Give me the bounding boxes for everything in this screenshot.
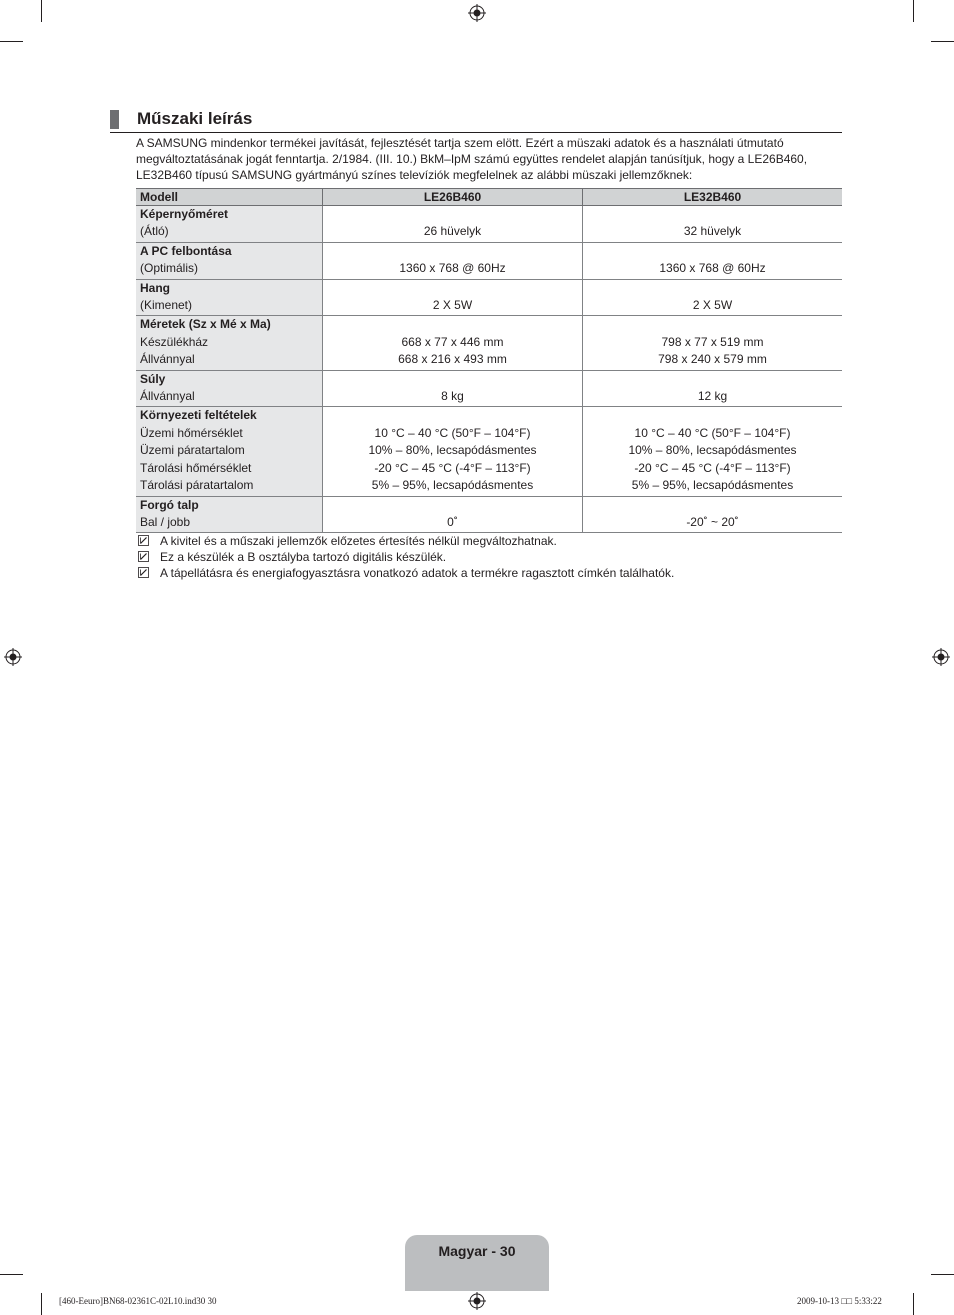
spec-value: 12 kg xyxy=(697,389,728,404)
header-le32b460: LE32B460 xyxy=(583,189,843,206)
row-label-cell xyxy=(136,279,323,316)
heading-bar xyxy=(110,110,119,129)
crop-mark xyxy=(41,0,42,22)
row-sublabel: Tárolási páratartalom xyxy=(140,478,254,493)
note-text: A kivitel és a műszaki jellemzők előzetes értesítés nélkül megváltozhatnak. xyxy=(160,534,557,548)
row-sublabel: Üzemi hőmérséklet xyxy=(140,425,243,440)
registration-mark-icon xyxy=(468,1292,486,1310)
table-row xyxy=(136,206,842,243)
spec-value: 2 X 5W xyxy=(432,298,473,313)
table-row xyxy=(136,242,842,279)
row-sublabel: (Kimenet) xyxy=(140,298,193,313)
table-row xyxy=(136,496,842,533)
registration-mark-icon xyxy=(932,648,950,666)
header-model: Modell xyxy=(136,189,323,206)
row-label-cell xyxy=(136,316,323,370)
le32b460-value-cell xyxy=(583,279,843,316)
row-sublabel: Üzemi páratartalom xyxy=(140,443,245,458)
spec-value: 26 hüvelyk xyxy=(423,224,482,239)
note-item xyxy=(136,565,842,581)
section-title: Műszaki leírás xyxy=(137,109,253,128)
spec-value: 668 x 77 x 446 mm xyxy=(401,334,504,349)
le26b460-value-cell xyxy=(323,407,583,496)
table-row xyxy=(136,370,842,407)
table-row xyxy=(136,407,842,496)
row-sublabel: Bal / jobb xyxy=(140,514,191,529)
page-number-tab xyxy=(405,1235,549,1291)
le32b460-value-cell xyxy=(583,206,843,243)
crop-mark xyxy=(913,1293,914,1315)
spec-value: 10% – 80%, lecsapódásmentes xyxy=(628,443,797,458)
spec-value: -20˚ ~ 20˚ xyxy=(686,514,739,529)
spec-table xyxy=(136,188,842,533)
row-title: Környezeti feltételek xyxy=(140,408,257,423)
row-sublabel: (Átló) xyxy=(140,224,169,239)
row-title: Képernyőméret xyxy=(140,207,229,221)
crop-mark xyxy=(913,0,914,22)
row-title: Hang xyxy=(140,280,170,295)
table-header-row xyxy=(136,189,842,206)
spec-value: 668 x 216 x 493 mm xyxy=(398,352,507,367)
note-text: A tápellátásra és energiafogyasztásra vonatkozó adatok a termékre ragasztott címkén találhatók. xyxy=(160,566,675,580)
notes-list xyxy=(136,533,842,581)
spec-value: 8 kg xyxy=(441,389,464,404)
row-label-cell xyxy=(136,206,323,243)
row-sublabel: Készülékház xyxy=(140,334,209,349)
row-label-cell xyxy=(136,370,323,407)
row-sublabel: Tárolási hőmérséklet xyxy=(140,460,252,475)
crop-mark xyxy=(931,41,954,42)
note-item xyxy=(136,533,842,549)
registration-mark-icon xyxy=(4,648,22,666)
spec-value: 798 x 240 x 579 mm xyxy=(658,352,767,367)
le32b460-value-cell xyxy=(583,496,843,533)
row-title: Méretek (Sz x Mé x Ma) xyxy=(140,317,271,332)
row-label-cell xyxy=(136,496,323,533)
note-pencil-icon xyxy=(138,551,149,562)
slug-left: [460-Eeuro]BN68-02361C-02L10.ind30 30 xyxy=(59,1296,217,1306)
crop-mark xyxy=(0,41,23,42)
spec-value: 2 X 5W xyxy=(692,298,733,313)
row-title: Forgó talp xyxy=(140,497,199,512)
table-row xyxy=(136,279,842,316)
note-text: Ez a készülék a B osztályba tartozó digitális készülék. xyxy=(160,550,447,564)
spec-value: 10 °C – 40 °C (50°F – 104°F) xyxy=(374,425,531,440)
row-sublabel: Állvánnyal xyxy=(140,352,195,367)
note-item xyxy=(136,549,842,565)
row-title: A PC felbontása xyxy=(140,243,232,258)
spec-value: 0˚ xyxy=(447,514,458,529)
spec-value: -20 °C – 45 °C (-4°F – 113°F) xyxy=(374,460,531,475)
le32b460-value-cell xyxy=(583,407,843,496)
crop-mark xyxy=(931,1274,954,1275)
le26b460-value-cell xyxy=(323,206,583,243)
spec-value: 5% – 95%, lecsapódásmentes xyxy=(631,478,794,493)
row-label-cell xyxy=(136,407,323,496)
row-title: Súly xyxy=(140,371,166,386)
le32b460-value-cell xyxy=(583,370,843,407)
le32b460-value-cell xyxy=(583,242,843,279)
slug-right: 2009-10-13 □□ 5:33:22 xyxy=(797,1296,882,1306)
registration-mark-icon xyxy=(468,4,486,22)
spec-value: 1360 x 768 @ 60Hz xyxy=(659,261,766,276)
spec-value: -20 °C – 45 °C (-4°F – 113°F) xyxy=(634,460,791,475)
le26b460-value-cell xyxy=(323,370,583,407)
note-pencil-icon xyxy=(138,535,149,546)
row-sublabel: (Optimális) xyxy=(140,261,199,276)
table-body xyxy=(136,206,842,533)
header-le26b460: LE26B460 xyxy=(323,189,583,206)
le26b460-value-cell xyxy=(323,279,583,316)
spec-value: 5% – 95%, lecsapódásmentes xyxy=(371,478,534,493)
crop-mark xyxy=(41,1293,42,1315)
table-row xyxy=(136,316,842,370)
spec-value: 10 °C – 40 °C (50°F – 104°F) xyxy=(634,425,791,440)
le26b460-value-cell xyxy=(323,496,583,533)
crop-mark xyxy=(0,1274,23,1275)
spec-value: 798 x 77 x 519 mm xyxy=(661,334,764,349)
section-heading xyxy=(110,108,842,133)
le32b460-value-cell xyxy=(583,316,843,370)
row-sublabel: Állvánnyal xyxy=(140,389,195,404)
row-label-cell xyxy=(136,242,323,279)
note-pencil-icon xyxy=(138,567,149,578)
intro-paragraph: A SAMSUNG mindenkor termékei javítását, fejlesztését tartja szem elött. Ezért a müszaki adatok és a használati útmutató megváltoztatásának jogát fenntartja. 2/1984. (III. 10.) BkM–IpM számú együttes rendelet alapján tanúsítjuk, hogy a LE26B460, LE32B460 típusú SAMSUNG gyártmányú színes televíziók megfelelnek az alábbi müszaki jellemzőknek: xyxy=(136,136,808,182)
le26b460-value-cell xyxy=(323,316,583,370)
spec-value: 10% – 80%, lecsapódásmentes xyxy=(368,443,537,458)
spec-value: 32 hüvelyk xyxy=(683,224,742,239)
spec-value: 1360 x 768 @ 60Hz xyxy=(399,261,506,276)
le26b460-value-cell xyxy=(323,242,583,279)
page-number: Magyar - 30 xyxy=(438,1243,516,1259)
